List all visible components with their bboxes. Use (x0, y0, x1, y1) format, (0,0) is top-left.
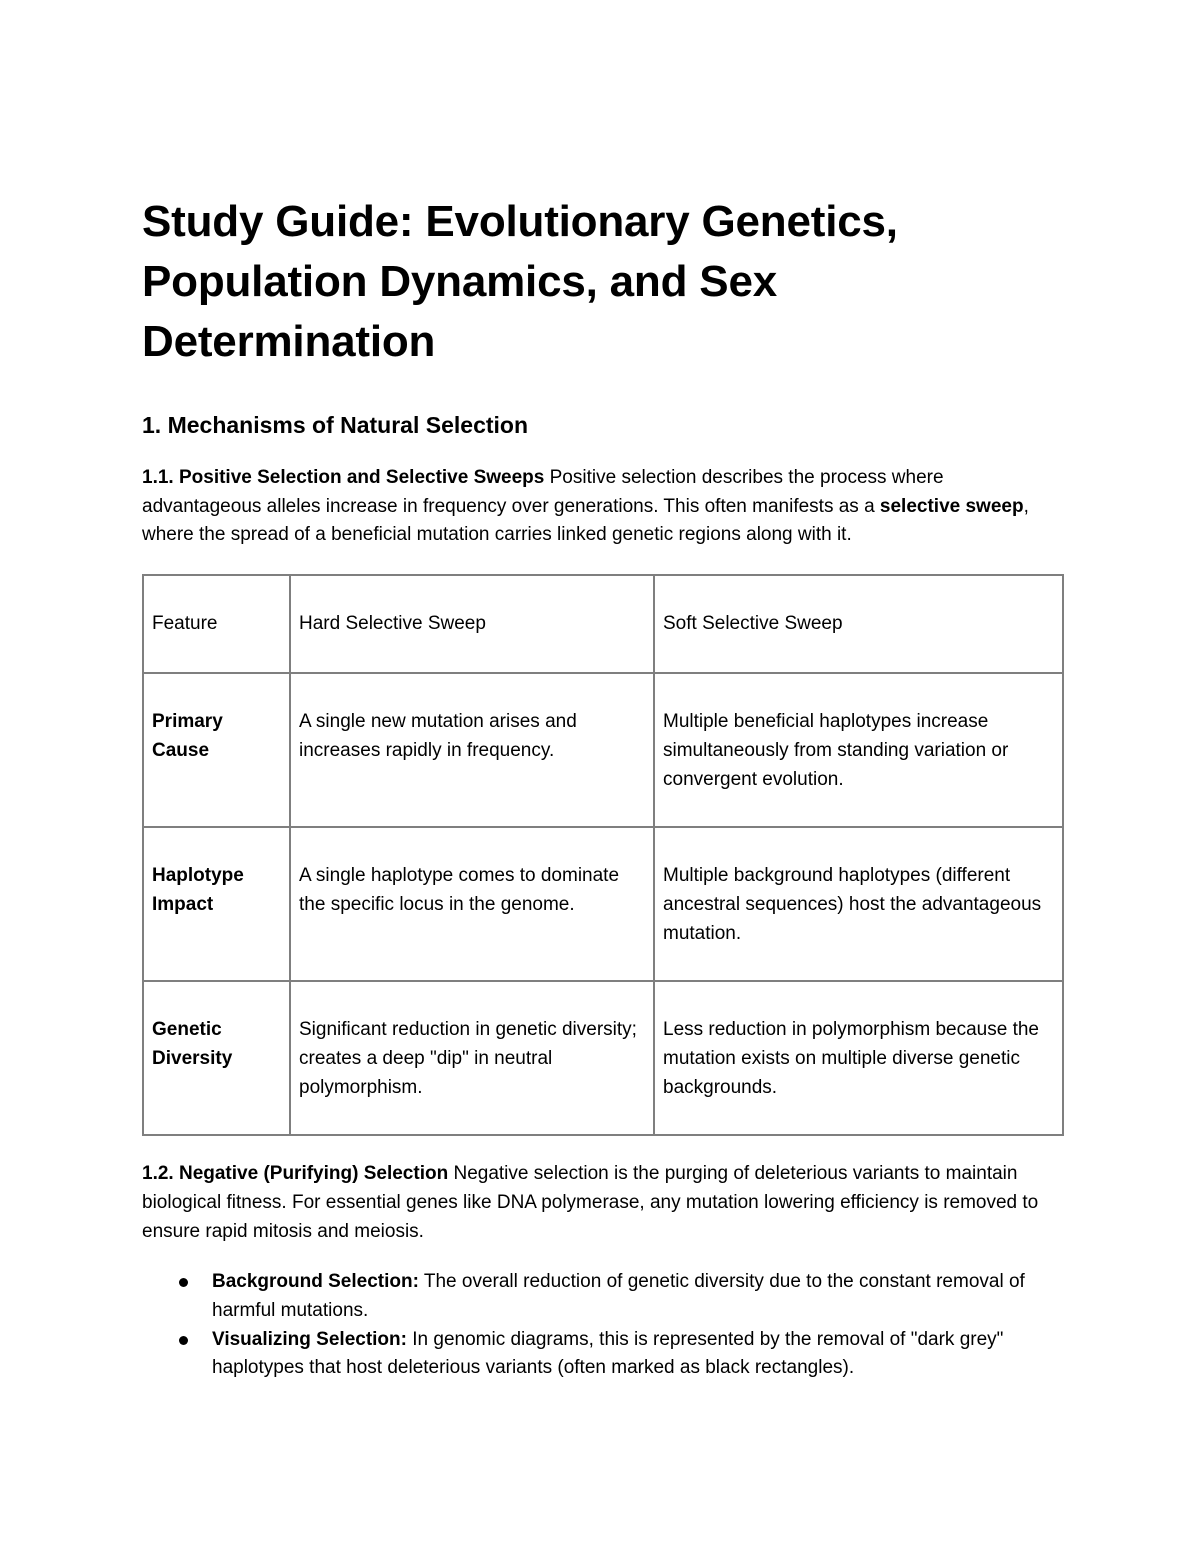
bold-term: selective sweep (879, 495, 1024, 517)
bullet-icon (179, 1278, 188, 1287)
table-row (143, 981, 1063, 1135)
table-header-cell: Soft Selective Sweep (654, 575, 1063, 673)
table-cell: Multiple background haplotypes (different ancestral sequences) host the advantageous mutation. (654, 827, 1063, 981)
paragraph-text: Negative selection is the purging of deleterious variants to maintain biological fitness. For essential genes like DNA polymerase, any mutation lowering efficiency is removed to ensure rapid mitosis and meiosis. (142, 1163, 1039, 1242)
bullet-term: Background Selection: (212, 1271, 419, 1293)
table-row (143, 673, 1063, 827)
table-header-cell: Feature (143, 575, 290, 673)
subsection-heading: 1.2. Negative (Purifying) Selection (142, 1163, 449, 1185)
table-feature-cell: Primary Cause (143, 673, 290, 827)
paragraph-negative-selection (142, 1160, 1062, 1246)
table-feature-cell: Haplotype Impact (143, 827, 290, 981)
table-cell: Significant reduction in genetic diversity; creates a deep "dip" in neutral polymorphism. (290, 981, 654, 1135)
table-cell: A single haplotype comes to dominate the specific locus in the genome. (290, 827, 654, 981)
document-page (142, 192, 1062, 1383)
paragraph-text: , where the spread of a beneficial mutation carries linked genetic regions along with it. (142, 495, 1029, 546)
table-header-row (143, 575, 1063, 673)
bullet-list (142, 1268, 1062, 1383)
subsection-heading: 1.1. Positive Selection and Selective Sweeps (142, 467, 545, 488)
table-cell: Multiple beneficial haplotypes increase simultaneously from standing variation or convergent evolution. (654, 673, 1063, 827)
list-item (212, 1326, 1062, 1383)
table-cell: A single new mutation arises and increases rapidly in frequency. (290, 673, 654, 827)
sweep-comparison-table (142, 574, 1064, 1136)
bullet-text: The overall reduction of genetic diversity due to the constant removal of harmful mutations. (212, 1271, 1025, 1321)
paragraph-text: Positive selection describes the process where advantageous alleles increase in frequency over generations. This often manifests as a (142, 467, 944, 517)
table-row (143, 827, 1063, 981)
bullet-icon (179, 1336, 188, 1345)
page-title: Study Guide: Evolutionary Genetics, Population Dynamics, and Sex Determination (142, 197, 898, 366)
list-item (212, 1268, 1062, 1325)
table-cell: Less reduction in polymorphism because the mutation exists on multiple diverse genetic backgrounds. (654, 981, 1063, 1135)
table-header-cell: Hard Selective Sweep (290, 575, 654, 673)
paragraph-positive-selection (142, 464, 1062, 550)
bullet-term: Visualizing Selection: (212, 1328, 407, 1350)
table-feature-cell: Genetic Diversity (143, 981, 290, 1135)
bullet-text: In genomic diagrams, this is represented by the removal of "dark grey" haplotypes that host deleterious variants (often marked as black rectangles). (212, 1328, 1004, 1379)
section-heading: 1. Mechanisms of Natural Selection (142, 412, 529, 438)
